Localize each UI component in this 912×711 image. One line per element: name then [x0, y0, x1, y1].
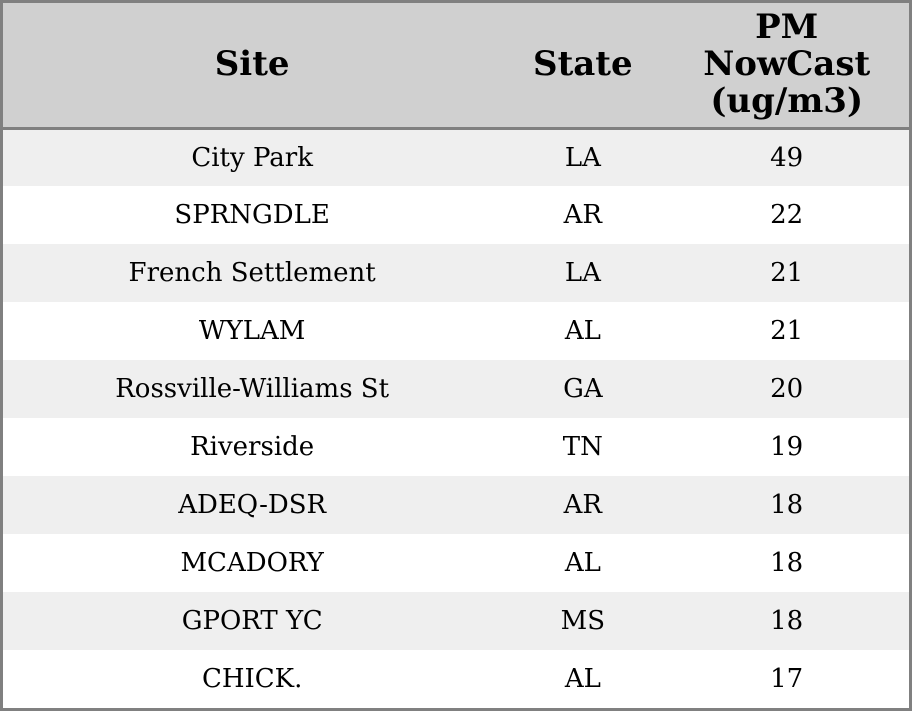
cell-state: LA — [564, 258, 601, 288]
cell-pm-value: 20 — [770, 374, 804, 404]
cell-site: ADEQ-DSR — [178, 490, 327, 520]
cell-state: LA — [564, 142, 601, 173]
table-row — [3, 186, 909, 244]
cell-state: TN — [562, 432, 603, 462]
cell-site: SPRNGDLE — [174, 200, 330, 230]
cell-site: MCADORY — [180, 548, 324, 578]
pm-nowcast-table — [3, 3, 909, 708]
cell-site: WYLAM — [198, 316, 306, 346]
cell-pm-value: 21 — [770, 258, 804, 288]
cell-state: AR — [563, 490, 603, 520]
cell-pm-value: 18 — [770, 490, 804, 520]
table-row — [3, 592, 909, 650]
table-row — [3, 360, 909, 418]
table-row — [3, 534, 909, 592]
column-header-state-label: State — [533, 44, 633, 85]
cell-state: GA — [563, 374, 603, 404]
cell-site: CHICK. — [201, 664, 303, 694]
column-header-site-label: Site — [214, 44, 290, 85]
table-row — [3, 650, 909, 708]
cell-pm-value: 18 — [770, 548, 804, 578]
cell-site: Rossville-Williams St — [115, 374, 390, 404]
cell-state: AL — [564, 548, 601, 578]
cell-state: AR — [563, 200, 603, 230]
cell-pm-value: 22 — [770, 200, 804, 230]
cell-state: AL — [564, 316, 601, 346]
table-body — [3, 128, 909, 708]
header-row — [3, 3, 909, 128]
cell-site: City Park — [191, 142, 313, 173]
cell-pm-value: 18 — [770, 606, 804, 636]
cell-pm-value: 21 — [770, 316, 804, 346]
cell-site: GPORT YC — [181, 606, 323, 636]
table-header — [3, 3, 909, 128]
cell-pm-value: 49 — [770, 142, 804, 173]
column-header-state — [501, 3, 664, 128]
cell-state: MS — [560, 606, 606, 636]
table-row — [3, 244, 909, 302]
table-row — [3, 128, 909, 186]
cell-site: Riverside — [190, 432, 315, 462]
column-header-pm-nowcast-label: PM NowCast (ug/m3) — [703, 6, 871, 122]
cell-pm-value: 17 — [770, 664, 804, 694]
column-header-site — [3, 3, 501, 128]
table-row — [3, 476, 909, 534]
column-header-pm-nowcast — [664, 3, 909, 128]
table-row — [3, 418, 909, 476]
cell-site: French Settlement — [128, 258, 376, 288]
cell-pm-value: 19 — [770, 432, 804, 462]
cell-state: AL — [564, 664, 601, 694]
table-row — [3, 302, 909, 360]
